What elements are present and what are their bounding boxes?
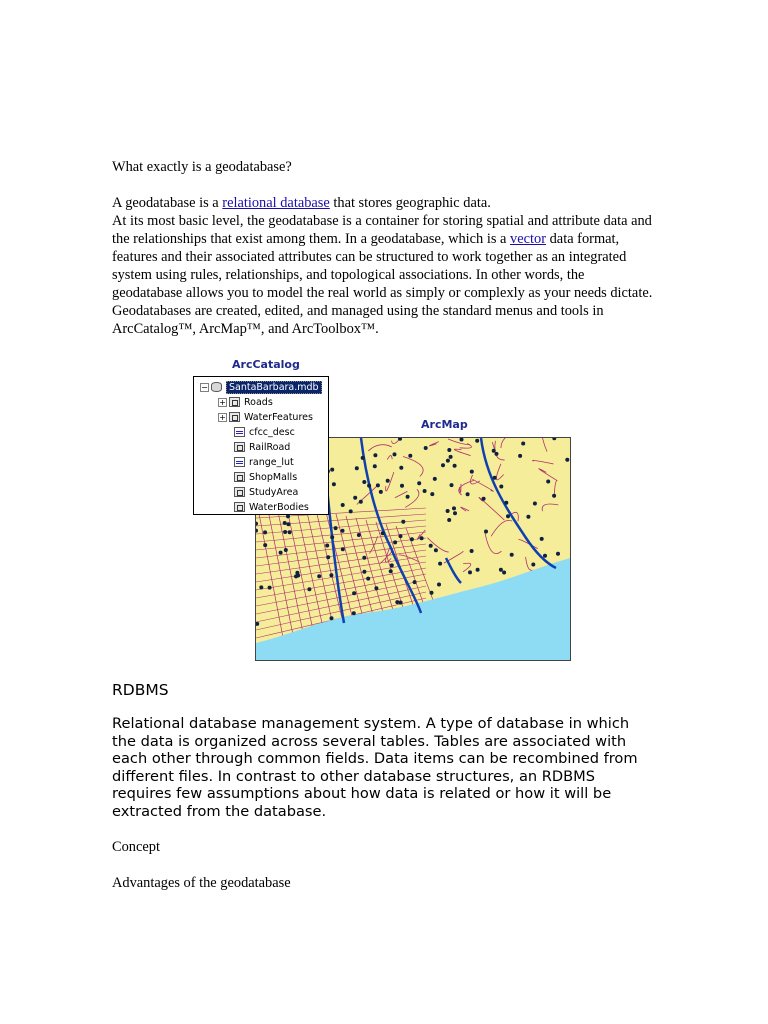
- expand-icon[interactable]: +: [219, 412, 226, 422]
- collapse-icon[interactable]: −: [201, 382, 208, 392]
- tree-item-label: RailRoad: [249, 441, 291, 453]
- rdbms-heading: RDBMS: [112, 681, 169, 699]
- basic-level-text-end: data format, features and their associated attributes can be structured to work together as an integrated system using rules, relationships, and topological associations. In other words, the geodatabase allows you to model the real world as simply or complexly as your needs dictate.: [112, 231, 653, 301]
- feature-class-icon: [234, 487, 245, 497]
- tree-item-roads[interactable]: [218, 395, 273, 409]
- feature-dataset-icon: [229, 412, 240, 422]
- tree-item-waterfeatures[interactable]: [218, 410, 313, 424]
- table-icon: [234, 457, 245, 467]
- tree-item-label: WaterBodies: [249, 501, 309, 513]
- tree-item-railroad[interactable]: [234, 440, 290, 454]
- definition-text-end: that stores geographic data.: [329, 195, 491, 211]
- arccatalog-label: ArcCatalog: [232, 358, 300, 371]
- definition-text: A geodatabase is a: [112, 195, 223, 211]
- tree-item-label: ShopMalls: [249, 471, 298, 483]
- tree-item-label: StudyArea: [249, 486, 299, 498]
- tree-item-shopmalls[interactable]: [234, 470, 297, 484]
- feature-class-icon: [234, 502, 245, 512]
- tree-item-cfcc-desc[interactable]: [234, 425, 295, 439]
- definition-paragraph: [112, 194, 657, 212]
- feature-class-icon: [234, 442, 245, 452]
- arccatalog-tree: [193, 376, 329, 515]
- feature-class-icon: [234, 472, 245, 482]
- database-icon: [211, 382, 222, 392]
- root-database-label: SantaBarbara.mdb: [226, 381, 322, 394]
- tree-item-label: WaterFeatures: [244, 411, 313, 423]
- basic-level-paragraph: [112, 212, 657, 302]
- concept-heading: Concept: [112, 839, 160, 855]
- geodatabase-figure: [193, 356, 573, 662]
- tree-item-range-lut[interactable]: [234, 455, 294, 469]
- document-body: [112, 158, 657, 338]
- relational-database-link[interactable]: relational database: [222, 195, 330, 211]
- tree-item-label: Roads: [244, 396, 273, 408]
- tree-item-label: cfcc_desc: [249, 426, 295, 438]
- vector-link[interactable]: vector: [510, 231, 547, 247]
- rdbms-paragraph: Relational database management system. A type of database in which the data is organized across several tables. Tables are associated with each other through common fields. Data items can be recombined from different files. In contrast to other database structures, an RDBMS requires few assumptions about how data is related or how it will be extracted from the database.: [112, 715, 638, 820]
- tools-paragraph: Geodatabases are created, edited, and managed using the standard menus and tools in ArcCatalog™, ArcMap™, and ArcToolbox™.: [112, 303, 604, 337]
- question-heading: What exactly is a geodatabase?: [112, 159, 292, 175]
- expand-icon[interactable]: +: [219, 397, 226, 407]
- table-icon: [234, 427, 245, 437]
- tree-item-label: range_lut: [249, 456, 294, 468]
- tree-item-waterbodies[interactable]: [234, 500, 309, 514]
- tree-root-node[interactable]: [200, 380, 322, 394]
- feature-dataset-icon: [229, 397, 240, 407]
- arcmap-label: ArcMap: [421, 418, 468, 431]
- tree-item-studyarea[interactable]: [234, 485, 298, 499]
- advantages-heading: Advantages of the geodatabase: [112, 875, 291, 891]
- basic-level-text: At its most basic level, the geodatabase is a container for storing spatial and attribute data and the relationships that exist among them. In a geodatabase, which is a: [112, 213, 652, 247]
